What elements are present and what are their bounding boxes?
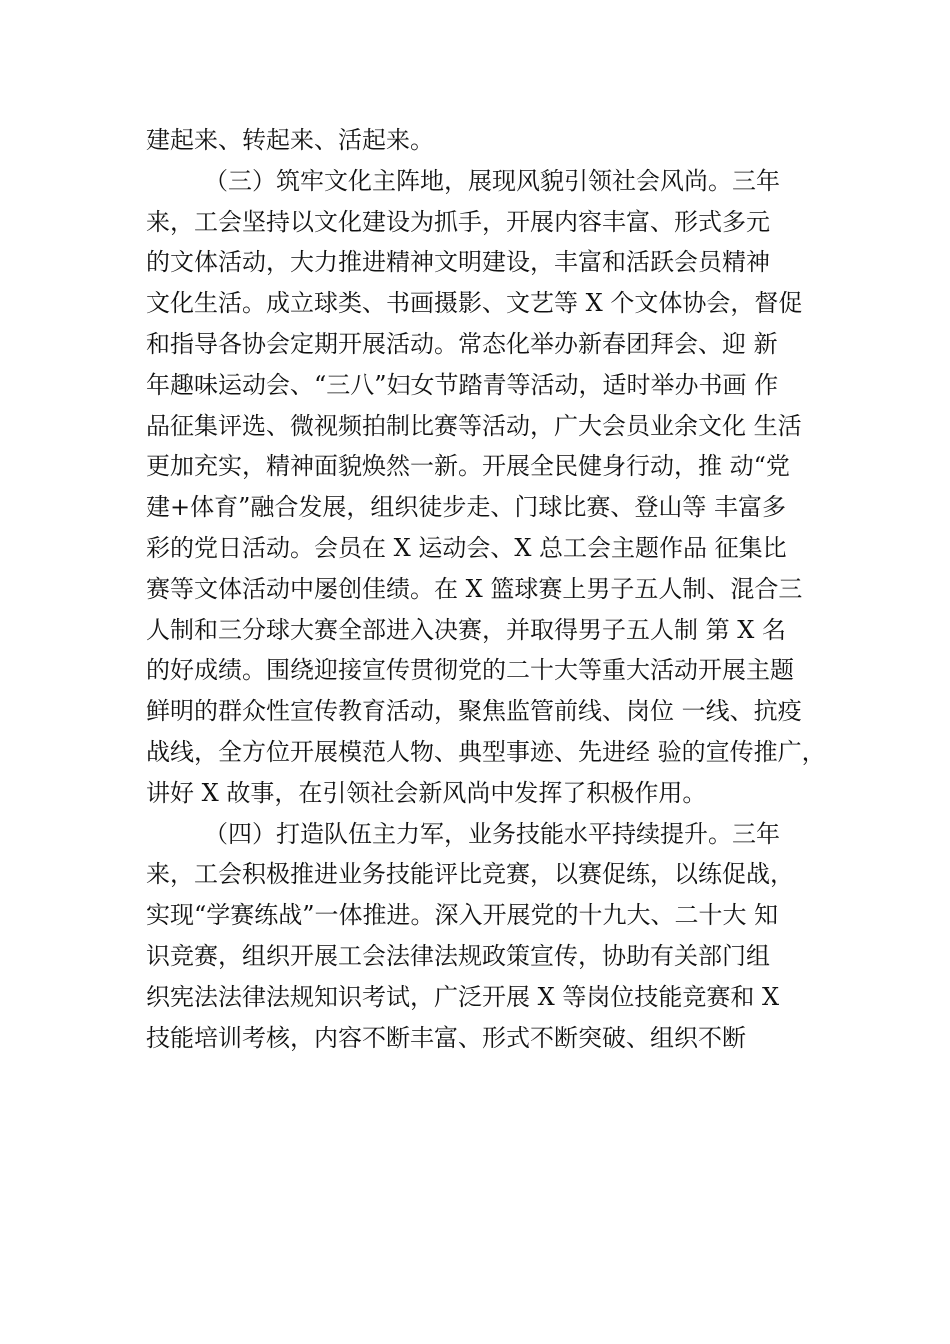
text-line: 人制和三分球大赛全部进入决赛，并取得男子五人制 第 X 名 [146, 615, 786, 644]
text-line: 技能培训考核，内容不断丰富、形式不断突破、组织不断 [146, 1023, 746, 1052]
text-line: 的文体活动，大力推进精神文明建设，丰富和活跃会员精神 [146, 248, 770, 277]
text-line: 赛等文体活动中屡创佳绩。在 X 篮球赛上男子五人制、混合三 [146, 574, 803, 603]
text-line: 鲜明的群众性宣传教育活动，聚焦监管前线、岗位 一线、抗疫 [146, 697, 802, 726]
text-line: 年趣味运动会、“三八”妇女节踏青等活动，适时举办书画 作 [146, 370, 779, 399]
text-line: 的好成绩。围绕迎接宣传贯彻党的二十大等重大活动开展主题 [146, 656, 794, 685]
section-heading-line: （四）打造队伍主力军，业务技能水平持续提升。三年 [204, 819, 780, 848]
body-text [146, 120, 866, 1058]
text-line: 来，工会坚持以文化建设为抓手，开展内容丰富、形式多元 [146, 207, 770, 236]
text-line: 讲好 X 故事，在引领社会新风尚中发挥了积极作用。 [146, 778, 707, 807]
text-line: 来，工会积极推进业务技能评比竞赛，以赛促练，以练促战， [146, 860, 794, 889]
text-line: 建+体育”融合发展，组织徒步走、门球比赛、登山等 丰富多 [146, 493, 787, 522]
text-line: 文化生活。成立球类、书画摄影、文艺等 X 个文体协会，督促 [146, 289, 803, 318]
text-line: 更加充实，精神面貌焕然一新。开展全民健身行动，推 动“党 [146, 452, 790, 481]
text-line: 识竞赛，组织开展工会法律法规政策宣传，协助有关部门组 [146, 941, 770, 970]
text-line: 和指导各协会定期开展活动。常态化举办新春团拜会、迎 新 [146, 329, 778, 358]
text-line: 织宪法法律法规知识考试，广泛开展 X 等岗位技能竞赛和 X [146, 982, 780, 1011]
text-line: 建起来、转起来、活起来。 [146, 126, 434, 154]
text-line: 战线，全方位开展模范人物、典型事迹、先进经 验的宣传推广， [146, 737, 826, 766]
text-line: 品征集评选、微视频拍制比赛等活动，广大会员业余文化 生活 [146, 411, 802, 440]
text-line: 实现“学赛练战”一体推进。深入开展党的十九大、二十大 知 [146, 901, 779, 930]
text-line: 彩的党日活动。会员在 X 运动会、X 总工会主题作品 征集比 [146, 533, 787, 562]
section-heading-line: （三）筑牢文化主阵地，展现风貌引领社会风尚。三年 [204, 166, 780, 195]
